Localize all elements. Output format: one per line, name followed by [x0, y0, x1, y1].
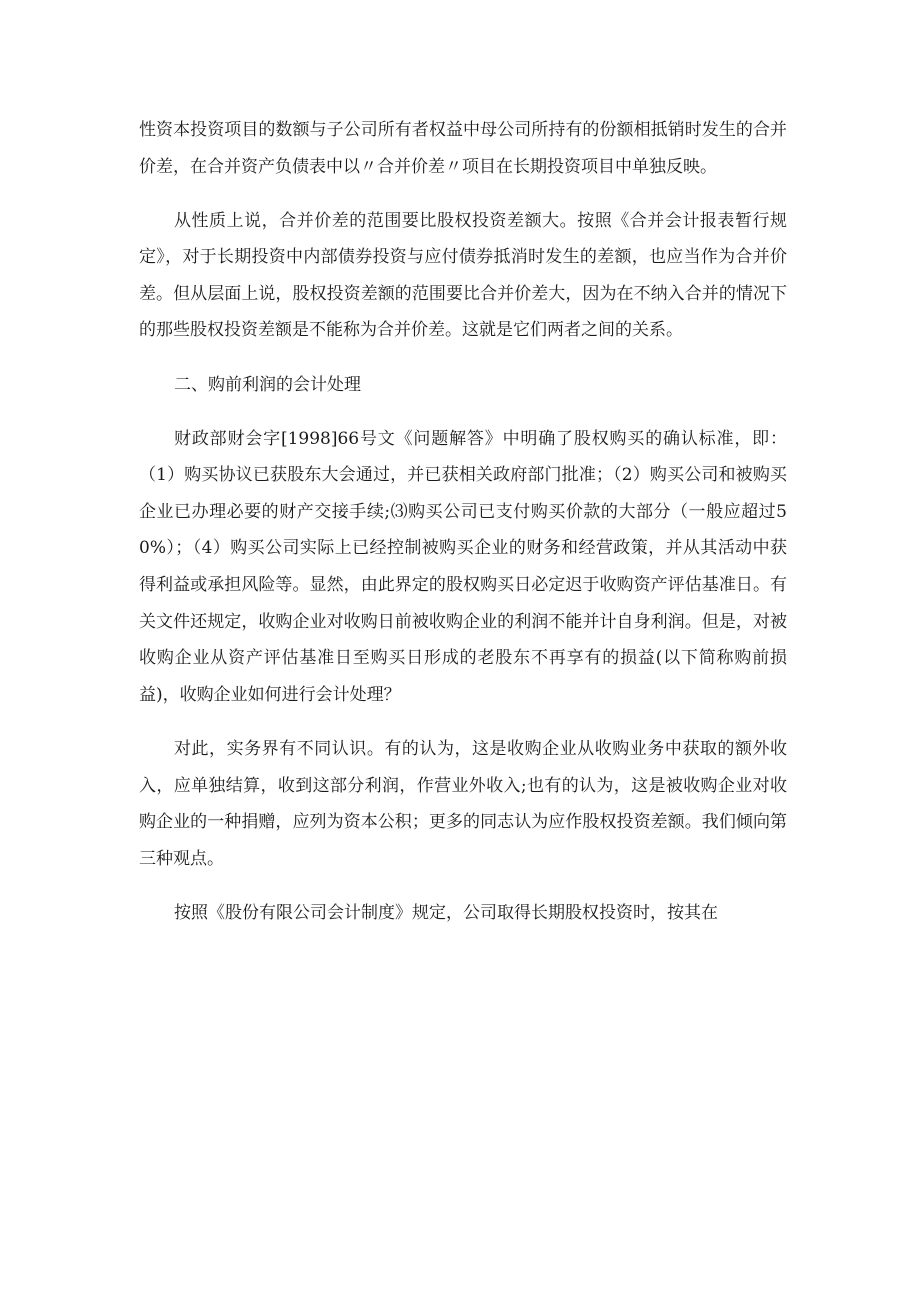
paragraph-3: 财政部财会字[1998]66号文《问题解答》中明确了股权购买的确认标准，即：（1）购买协议已获股东大会通过，并已获相关政府部门批准；（2）购买公司和被购买企业已办理必要的财产交接手续;⑶购买公司已支付购买价款的大部分（一般应超过50%）；（4）购买公司实际上已经控制被购买企业的财务和经营政策，并从其活动中获得利益或承担风险等。显然，由此界定的股权购买日必定迟于收购资产评估基准日。有关文件还规定，收购企业对收购日前被收购企业的利润不能并计自身利润。但是，对被收购企业从资产评估基准日至购买日形成的老股东不再享有的损益(以下简称购前损益)，收购企业如何进行会计处理？: [139, 428, 787, 705]
document-body: [139, 112, 787, 949]
paragraph-4: 对此，实务界有不同认识。有的认为，这是收购企业从收购业务中获取的额外收入，应单独结算，收到这部分利润，作营业外收入;也有的认为，这是被收购企业对收购企业的一种捐赠，应列为资本公积；更多的同志认为应作股权投资差额。我们倾向第三种观点。: [139, 738, 787, 869]
section-heading: 二、购前利润的会计处理: [174, 374, 361, 395]
paragraph-5: 按照《股份有限公司会计制度》规定，公司取得长期股权投资时，按其在: [174, 902, 718, 923]
paragraph-2: 从性质上说，合并价差的范围要比股权投资差额大。按照《合并会计报表暂行规定》，对于长期投资中内部债券投资与应付债券抵消时发生的差额，也应当作为合并价差。但从层面上说，股权投资差额的范围要比合并价差大，因为在不纳入合并的情况下的那些股权投资差额是不能称为合并价差。这就是它们两者之间的关系。: [139, 210, 787, 341]
paragraph-1: 性资本投资项目的数额与子公司所有者权益中母公司所持有的份额相抵销时发生的合并价差，在合并资产负债表中以〃合并价差〃项目在长期投资项目中单独反映。: [139, 120, 787, 177]
